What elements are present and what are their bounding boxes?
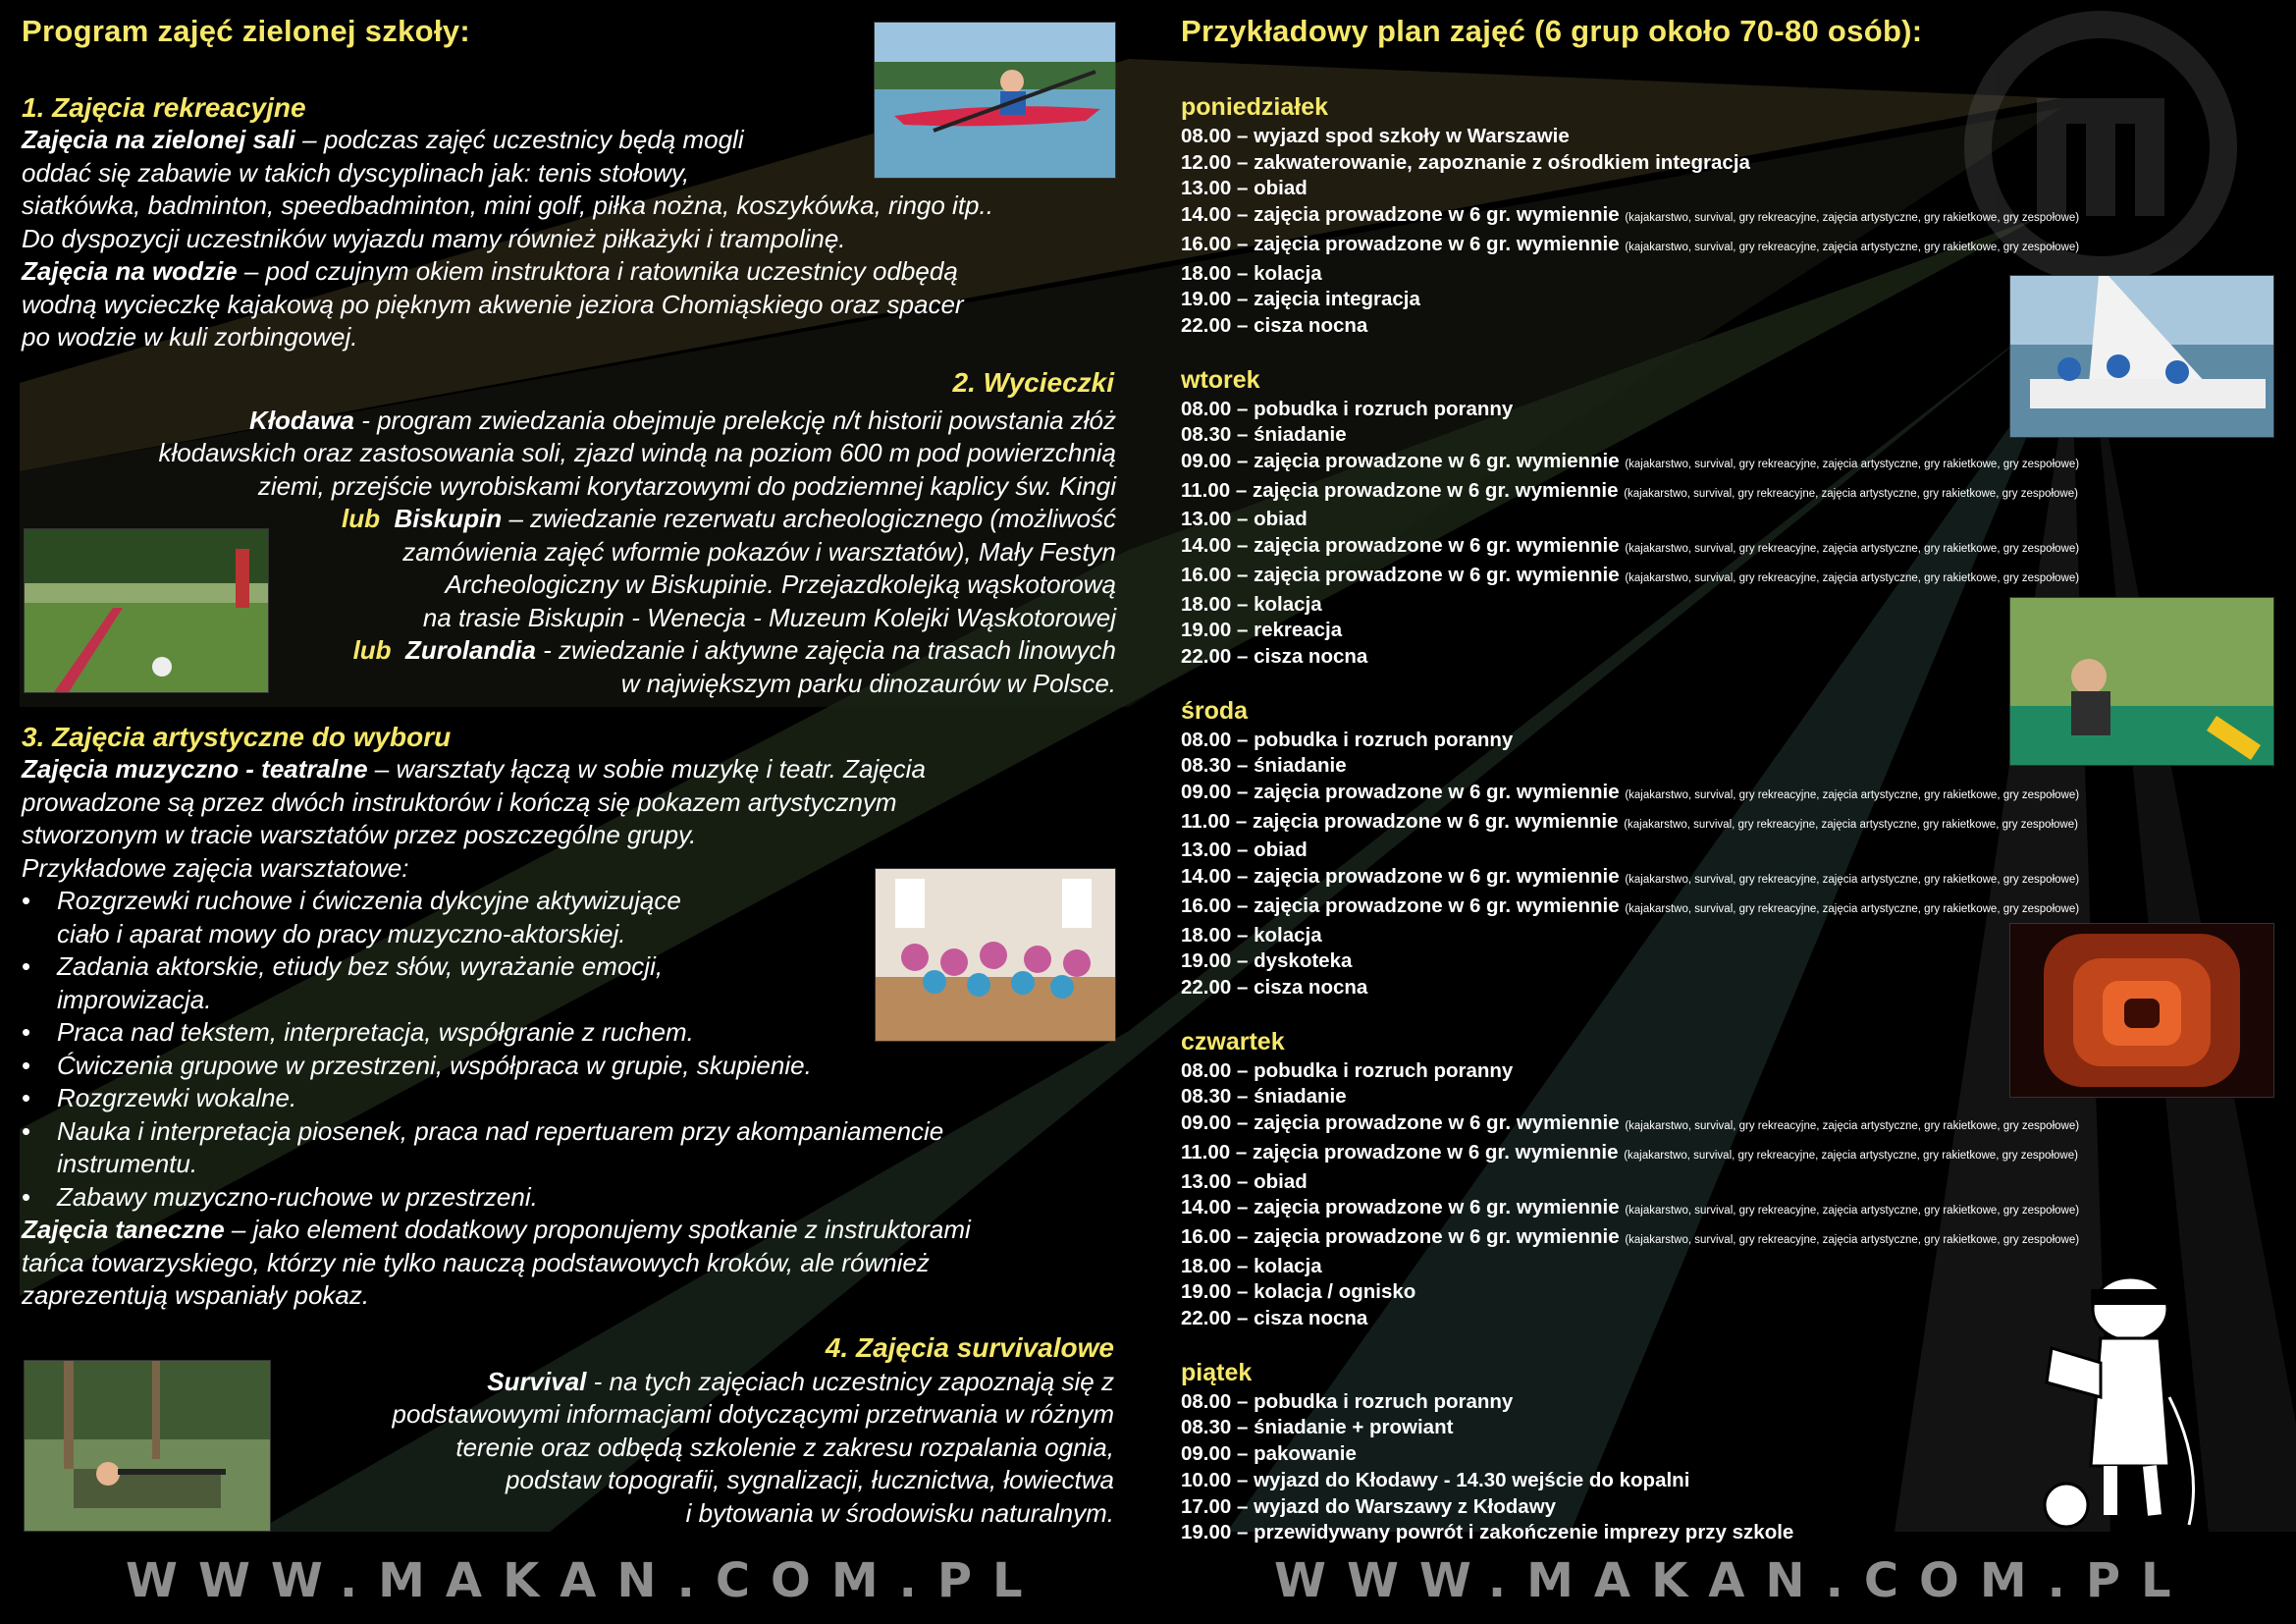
green-room-label: Zajęcia na zielonej sali <box>22 125 295 154</box>
dance-text-line: zaprezentują wspaniały pokaz. <box>22 1280 370 1310</box>
schedule-entry-text: 13.00 – obiad <box>1181 177 1308 200</box>
day-name: poniedziałek <box>1181 93 1329 121</box>
schedule-entry-text: 09.00 – zajęcia prowadzone w 6 gr. wymiennie <box>1181 450 1626 473</box>
schedule-entry-text: 08.00 – pobudka i rozruch poranny <box>1181 1058 1514 1082</box>
salt-mine-tunnel-photo <box>2009 923 2274 1098</box>
schedule-entry-text: 16.00 – zajęcia prowadzone w 6 gr. wymiennie <box>1181 563 1626 586</box>
schedule-entry-text: 22.00 – cisza nocna <box>1181 1307 1368 1330</box>
kayak-photo <box>874 22 1116 179</box>
workshop-item-text: Zadania aktorskie, etiudy bez słów, wyrażanie emocji, <box>57 951 664 981</box>
footer-website-left[interactable]: WWW.MAKAN.COM.PL <box>126 1553 1043 1608</box>
schedule-entry-text: 13.00 – obiad <box>1181 839 1308 862</box>
schedule-entry <box>1181 780 2280 809</box>
footer-website-right[interactable]: WWW.MAKAN.COM.PL <box>1274 1553 2192 1608</box>
section-trips-title: 2. Wycieczki <box>952 366 1114 398</box>
schedule-entry-text: 08.00 – wyjazd spod szkoły w Warszawie <box>1181 125 1570 147</box>
day-name: czwartek <box>1181 1027 1285 1056</box>
schedule-entry <box>1181 809 2280 839</box>
music-text: stworzonym w tracie warsztatów przez poszczególne grupy. <box>22 820 697 849</box>
schedule-entry-text: 19.00 – rekreacja <box>1181 619 1343 642</box>
survival-photo <box>24 1360 271 1532</box>
water-text: – pod czujnym okiem instruktora i ratownika uczestnicy odbędą <box>237 256 958 286</box>
schedule-entry-text: 08.30 – śniadanie <box>1181 423 1347 447</box>
schedule-entry <box>1181 1110 2280 1140</box>
klodawa-text: - program zwiedzania obejmuje prelekcję n/t historii powstania złóż <box>353 405 1116 435</box>
green-room-text: siatkówka, badminton, speedbadminton, mini golf, piłka nożna, koszykówka, ringo itp.. <box>22 190 993 220</box>
schedule-entry-text: 19.00 – kolacja / ognisko <box>1181 1280 1416 1304</box>
klodawa-label: Kłodawa <box>249 405 354 435</box>
activities-note: (kajakarstwo, survival, gry rekreacyjne, zajęcia artystyczne, gry rakietkowe, gry zespołowe) <box>1625 571 2080 584</box>
workshop-item-text: Rozgrzewki wokalne. <box>57 1083 297 1112</box>
schedule-entry-text: 19.00 – zajęcia integracja <box>1181 288 1420 311</box>
workshop-list-item <box>22 1082 1126 1115</box>
schedule-entry-text: 18.00 – kolacja <box>1181 923 1322 947</box>
schedule-entry-text: 08.00 – pobudka i rozruch poranny <box>1181 728 1514 751</box>
schedule-entry-text: 18.00 – kolacja <box>1181 261 1322 285</box>
schedule-entry-text: 11.00 – zajęcia prowadzone w 6 gr. wymiennie <box>1181 1140 1625 1164</box>
schedule-entry-text: 22.00 – cisza nocna <box>1181 975 1368 999</box>
schedule-entry-text: 09.00 – zajęcia prowadzone w 6 gr. wymiennie <box>1181 1111 1626 1135</box>
schedule-entry <box>1181 1195 2280 1224</box>
schedule-entry-text: 14.00 – zajęcia prowadzone w 6 gr. wymiennie <box>1181 534 1626 558</box>
green-room-text: – podczas zajęć uczestnicy będą mogli <box>294 125 744 154</box>
schedule-entry <box>1181 893 2280 923</box>
schedule-entry <box>1181 1169 2280 1196</box>
activities-note: (kajakarstwo, survival, gry rekreacyjne, zajęcia artystyczne, gry rakietkowe, gry zespołowe) <box>1624 487 2078 500</box>
activities-note: (kajakarstwo, survival, gry rekreacyjne, zajęcia artystyczne, gry rakietkowe, gry zespołowe) <box>1624 818 2078 831</box>
schedule-entry <box>1181 176 2280 202</box>
activities-note: (kajakarstwo, survival, gry rekreacyjne, zajęcia artystyczne, gry rakietkowe, gry zespołowe) <box>1625 874 2080 887</box>
biskupin-text: – zwiedzanie rezerwatu archeologicznego (możliwość <box>502 504 1116 533</box>
workshop-list-item <box>22 1181 1126 1215</box>
schedule-entry-text: 10.00 – wyjazd do Kłodawy - 14.30 wejście do kopalni <box>1181 1468 1690 1491</box>
schedule-entry-text: 08.00 – pobudka i rozruch poranny <box>1181 1389 1514 1413</box>
biskupin-text: zamówienia zajęć wformie pokazów i warsztatów), Mały Festyn <box>402 536 1116 567</box>
or-label: lub <box>342 504 380 533</box>
biskupin-text: na trasie Biskupin - Wenecja - Muzeum Kolejki Wąskotorowej <box>422 602 1116 632</box>
sports-field-photo <box>24 528 269 693</box>
schedule-entry-text: 11.00 – zajęcia prowadzone w 6 gr. wymiennie <box>1181 809 1625 833</box>
schedule-entry-text: 19.00 – dyskoteka <box>1181 949 1353 973</box>
zurolandia-text: - zwiedzanie i aktywne zajęcia na trasach linowych <box>535 635 1116 665</box>
workshop-list-item <box>22 1115 1126 1181</box>
day-name: środa <box>1181 696 1249 725</box>
survival-label: Survival <box>487 1366 587 1396</box>
day-name: piątek <box>1181 1358 1253 1386</box>
survival-text: i bytowania w środowisku naturalnym. <box>685 1497 1114 1528</box>
sailing-photo <box>2009 275 2274 438</box>
schedule-entry <box>1181 232 2280 261</box>
activities-note: (kajakarstwo, survival, gry rekreacyjne, zajęcia artystyczne, gry rakietkowe, gry zespołowe) <box>1625 212 2080 225</box>
water-text: po wodzie w kuli zorbingowej. <box>22 322 358 352</box>
schedule-entry-text: 14.00 – zajęcia prowadzone w 6 gr. wymiennie <box>1181 203 1626 227</box>
schedule-entry-text: 16.00 – zajęcia prowadzone w 6 gr. wymiennie <box>1181 893 1626 917</box>
activities-note: (kajakarstwo, survival, gry rekreacyjne, zajęcia artystyczne, gry rakietkowe, gry zespołowe) <box>1625 789 2080 802</box>
program-title: Program zajęć zielonej szkoły: <box>22 14 470 48</box>
activities-note: (kajakarstwo, survival, gry rekreacyjne, zajęcia artystyczne, gry rakietkowe, gry zespołowe) <box>1625 1205 2080 1218</box>
schedule-entry-text: 18.00 – kolacja <box>1181 1254 1322 1277</box>
schedule-entry <box>1181 150 2280 177</box>
music-text: – warsztaty łączą w sobie muzykę i teatr. Zajęcia <box>367 754 926 784</box>
schedule-entry <box>1181 1224 2280 1254</box>
workshop-item-text: Rozgrzewki ruchowe i ćwiczenia dykcyjne aktywizujące <box>57 886 681 915</box>
schedule-entry <box>1181 533 2280 563</box>
schedule-entry <box>1181 838 2280 864</box>
activities-note: (kajakarstwo, survival, gry rekreacyjne, zajęcia artystyczne, gry rakietkowe, gry zespołowe) <box>1624 1149 2078 1162</box>
dance-text <box>22 1214 1126 1313</box>
schedule-entry-text: 08.00 – pobudka i rozruch poranny <box>1181 397 1514 420</box>
schedule-entry-text: 17.00 – wyjazd do Warszawy z Kłodawy <box>1181 1494 1557 1518</box>
schedule-entry-text: 09.00 – zajęcia prowadzone w 6 gr. wymiennie <box>1181 781 1626 804</box>
section-survival-title: 4. Zajęcia survivalowe <box>825 1331 1114 1363</box>
survival-text: podstaw topografii, sygnalizacji, łucznictwa, łowiectwa <box>506 1465 1114 1494</box>
biskupin-text: Archeologiczny w Biskupinie. Przejazdkolejką wąskotorową <box>445 569 1116 599</box>
schedule-entry-text: 14.00 – zajęcia prowadzone w 6 gr. wymiennie <box>1181 1196 1626 1219</box>
schedule-entry-text: 12.00 – zakwaterowanie, zapoznanie z ośrodkiem integracja <box>1181 150 1750 174</box>
section-recreational-title: 1. Zajęcia rekreacyjne <box>22 92 306 123</box>
activities-note: (kajakarstwo, survival, gry rekreacyjne, zajęcia artystyczne, gry rakietkowe, gry zespołowe) <box>1625 459 2080 471</box>
schedule-entry <box>1181 864 2280 893</box>
schedule-entry <box>1181 563 2280 592</box>
schedule-entry <box>1181 1140 2280 1169</box>
workshop-item-text: instrumentu. <box>57 1149 198 1178</box>
survival-text: terenie oraz odbędą szkolenie z zakresu rozpalania ognia, <box>455 1432 1114 1462</box>
water-label: Zajęcia na wodzie <box>22 256 238 286</box>
green-room-text: oddać się zabawie w takich dyscyplinach jak: tenis stołowy, <box>22 157 690 188</box>
schedule-entry <box>1181 449 2280 478</box>
dance-text-line: tańca towarzyskiego, którzy nie tylko nauczą podstawowych kroków, ale również <box>22 1247 930 1277</box>
biskupin-label: Biskupin <box>394 504 503 533</box>
dance-label: Zajęcia taneczne <box>22 1215 225 1244</box>
survival-text: - na tych zajęciach uczestnicy zapoznają się z <box>586 1366 1114 1396</box>
day-name: wtorek <box>1181 365 1260 394</box>
workshop-list-item <box>22 1050 1126 1083</box>
green-room-text: Do dyspozycji uczestników wyjazdu mamy również piłkażyki i trampolinę. <box>22 223 846 253</box>
schedule-entry <box>1181 202 2280 232</box>
klodawa-text: kłodawskich oraz zastosowania soli, zjazd windą na poziom 600 m pod powierzchnią <box>158 438 1116 467</box>
mascot-reading-icon <box>2032 1270 2209 1535</box>
activities-note: (kajakarstwo, survival, gry rekreacyjne, zajęcia artystyczne, gry rakietkowe, gry zespołowe) <box>1625 902 2080 915</box>
schedule-entry-text: 08.30 – śniadanie <box>1181 1085 1347 1109</box>
workshop-item-text: Zabawy muzyczno-ruchowe w przestrzeni. <box>57 1181 538 1212</box>
schedule-title: Przykładowy plan zajęć (6 grup około 70-80 osób): <box>1181 14 1923 48</box>
zurolandia-label: Zurolandia <box>405 635 536 665</box>
survival-text: podstawowymi informacjami dotyczącymi przetrwania w różnym <box>392 1399 1114 1429</box>
schedule-entry-text: 09.00 – pakowanie <box>1181 1442 1357 1466</box>
schedule-entry <box>1181 478 2280 508</box>
schedule-entry-text: 19.00 – przewidywany powrót i zakończenie imprezy przy szkole <box>1181 1521 1794 1544</box>
workshop-item-text: Ćwiczenia grupowe w przestrzeni, współpraca w grupie, skupienie. <box>57 1050 812 1080</box>
mini-golf-photo <box>2009 597 2274 766</box>
workshop-item-text: Nauka i interpretacja piosenek, praca nad repertuarem przy akompaniamencie <box>57 1115 944 1146</box>
workshop-item-text: ciało i aparat mowy do pracy muzyczno-aktorskiej. <box>57 918 626 948</box>
activities-note: (kajakarstwo, survival, gry rekreacyjne, zajęcia artystyczne, gry rakietkowe, gry zespołowe) <box>1625 1233 2080 1246</box>
schedule-entry-text: 22.00 – cisza nocna <box>1181 644 1368 668</box>
klodawa-text: ziemi, przejście wyrobiskami korytarzowymi do podziemnej kaplicy św. Kingi <box>257 470 1116 501</box>
water-text: wodną wycieczkę kajakową po pięknym akwenie jeziora Chomiąskiego oraz spacer <box>22 289 964 319</box>
program-column <box>22 14 1126 1530</box>
dance-hall-photo <box>875 868 1116 1042</box>
section-art-text <box>22 753 1126 885</box>
section-art-title: 3. Zajęcia artystyczne do wyboru <box>22 722 452 752</box>
schedule-entry-text: 08.30 – śniadanie <box>1181 754 1347 778</box>
schedule-entry-text: 14.00 – zajęcia prowadzone w 6 gr. wymiennie <box>1181 865 1626 889</box>
schedule-entry-text: 13.00 – obiad <box>1181 508 1308 531</box>
workshop-item-text: Praca nad tekstem, interpretacja, współgranie z ruchem. <box>57 1017 694 1047</box>
schedule-entry-text: 08.30 – śniadanie + prowiant <box>1181 1416 1454 1439</box>
schedule-entry-text: 18.00 – kolacja <box>1181 592 1322 616</box>
activities-note: (kajakarstwo, survival, gry rekreacyjne, zajęcia artystyczne, gry rakietkowe, gry zespołowe) <box>1625 543 2080 556</box>
schedule-entry <box>1181 124 2280 150</box>
workshop-item-text: improwizacja. <box>57 984 212 1014</box>
schedule-entry-text: 22.00 – cisza nocna <box>1181 313 1368 337</box>
music-text: prowadzone są przez dwóch instruktorów i kończą się pokazem artystycznym <box>22 786 897 817</box>
dance-text-line: – jako element dodatkowy proponujemy spotkanie z instruktorami <box>224 1215 971 1244</box>
activities-note: (kajakarstwo, survival, gry rekreacyjne, zajęcia artystyczne, gry rakietkowe, gry zespołowe) <box>1625 241 2080 253</box>
workshops-intro: Przykładowe zajęcia warsztatowe: <box>22 852 409 883</box>
or-label: lub <box>352 635 392 665</box>
schedule-entry-text: 16.00 – zajęcia prowadzone w 6 gr. wymiennie <box>1181 1224 1626 1248</box>
schedule-entry-text: 13.00 – obiad <box>1181 1169 1308 1193</box>
music-theatre-label: Zajęcia muzyczno - teatralne <box>22 754 368 784</box>
schedule-entry-text: 11.00 – zajęcia prowadzone w 6 gr. wymiennie <box>1181 478 1625 502</box>
activities-note: (kajakarstwo, survival, gry rekreacyjne, zajęcia artystyczne, gry rakietkowe, gry zespołowe) <box>1625 1120 2080 1133</box>
schedule-entry <box>1181 507 2280 533</box>
schedule-entry-text: 16.00 – zajęcia prowadzone w 6 gr. wymiennie <box>1181 232 1626 255</box>
zurolandia-text: w największym parku dinozaurów w Polsce. <box>620 668 1116 698</box>
